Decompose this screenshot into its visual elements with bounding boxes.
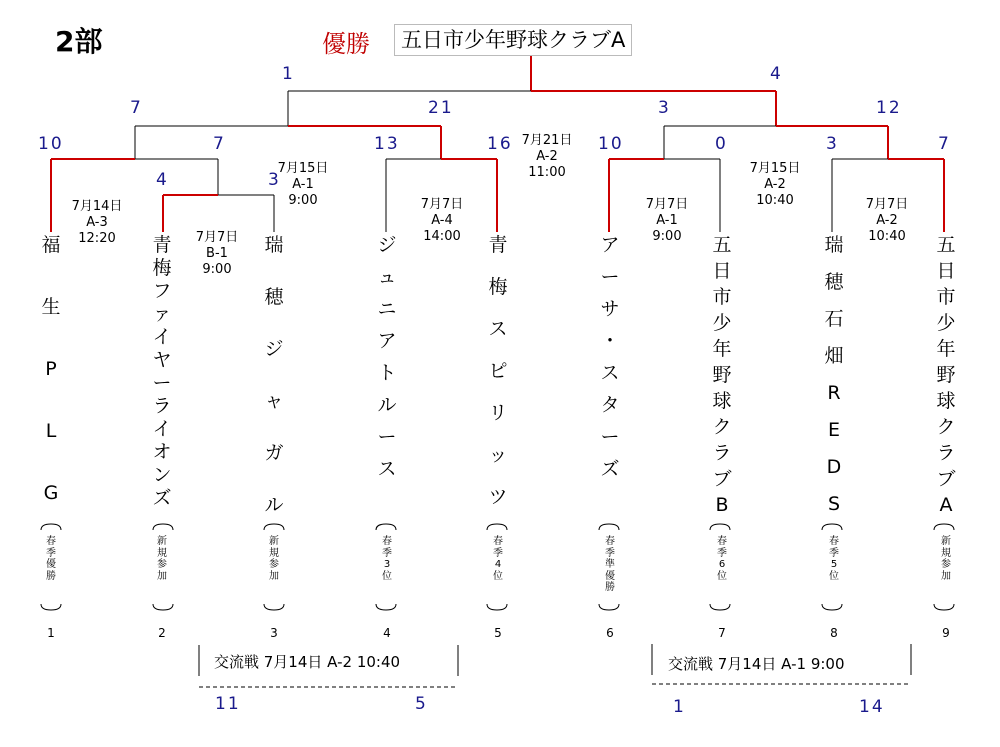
score-g2-right: 7	[213, 134, 226, 154]
note-bracket-bottom-5	[487, 604, 507, 610]
note-bracket-bottom-6	[599, 604, 619, 610]
friendly-match-1-score-left: 11	[215, 694, 241, 714]
note-bracket-bottom-8	[822, 604, 842, 610]
seed-number-8: 8	[830, 626, 838, 640]
score-semi1-left: 7	[130, 98, 143, 118]
note-bracket-top-3	[264, 524, 284, 530]
team-name-7: 五 日 市 少 年 野 球 ク ラ ブ B	[712, 234, 732, 516]
score-g1-left: 4	[156, 170, 169, 190]
seed-number-4: 4	[383, 626, 391, 640]
champion-label: 優勝	[322, 30, 370, 58]
team-note-2: 新 規 参 加	[157, 536, 167, 582]
note-bracket-bottom-4	[376, 604, 396, 610]
team-name-6: ア ー サ ・ ス タ ー ズ	[600, 234, 620, 480]
team-note-7: 春 季 6 位	[717, 536, 727, 582]
friendly-match-2-label: 交流戦 7月14日 A-1 9:00	[668, 655, 845, 673]
team-name-3: 瑞 穂 ジ ャ ガ ル	[264, 234, 284, 516]
score-g3-right: 16	[487, 134, 513, 154]
team-name-9: 五 日 市 少 年 野 球 ク ラ ブ A	[936, 234, 956, 516]
division-title: 2部	[55, 25, 103, 58]
game-info-semi2: 7月15日 A-2 10:40	[749, 161, 801, 208]
score-g1-right: 3	[268, 170, 281, 190]
note-bracket-top-2	[153, 524, 173, 530]
score-final-left: 1	[282, 64, 295, 84]
champion-team: 五日市少年野球クラブA	[394, 24, 632, 56]
friendly-match-2-score-right: 14	[859, 697, 885, 717]
note-bracket-top-7	[710, 524, 730, 530]
note-bracket-top-9	[934, 524, 954, 530]
note-bracket-top-6	[599, 524, 619, 530]
seed-number-1: 1	[47, 626, 55, 640]
team-note-9: 新 規 参 加	[941, 536, 951, 582]
note-bracket-bottom-1	[41, 604, 61, 610]
team-note-6: 春 季 準 優 勝	[605, 536, 615, 593]
note-bracket-top-1	[41, 524, 61, 530]
score-g6-right: 7	[938, 134, 951, 154]
team-note-1: 春 季 優 勝	[46, 536, 56, 582]
game-info-g5: 7月7日 A-1 9:00	[645, 197, 689, 244]
game-info-g1: 7月7日 B-1 9:00	[195, 230, 239, 277]
score-semi2-right: 12	[876, 98, 902, 118]
score-semi2-left: 3	[658, 98, 671, 118]
note-bracket-top-8	[822, 524, 842, 530]
score-semi1-right: 21	[428, 98, 454, 118]
game-info-g2: 7月14日 A-3 12:20	[71, 199, 123, 246]
score-g2-left: 10	[38, 134, 64, 154]
seed-number-9: 9	[942, 626, 950, 640]
team-name-5: 青 梅 ス ピ リ ッ ツ	[488, 234, 508, 508]
seed-number-6: 6	[606, 626, 614, 640]
team-note-5: 春 季 4 位	[493, 536, 503, 582]
seed-number-7: 7	[718, 626, 726, 640]
team-name-1: 福 生 P L G	[41, 234, 61, 504]
game-info-g6: 7月7日 A-2 10:40	[865, 197, 909, 244]
game-info-g3: 7月7日 A-4 14:00	[420, 197, 464, 244]
note-bracket-top-4	[376, 524, 396, 530]
game-info-semi1: 7月15日 A-1 9:00	[277, 161, 329, 208]
score-final-right: 4	[770, 64, 783, 84]
team-note-4: 春 季 3 位	[382, 536, 392, 582]
friendly-match-1-score-right: 5	[415, 694, 428, 714]
seed-number-5: 5	[494, 626, 502, 640]
team-name-8: 瑞 穂 石 畑 R E D S	[824, 234, 844, 515]
note-bracket-bottom-9	[934, 604, 954, 610]
note-bracket-bottom-3	[264, 604, 284, 610]
score-g3-left: 13	[374, 134, 400, 154]
team-note-3: 新 規 参 加	[269, 536, 279, 582]
team-note-8: 春 季 5 位	[829, 536, 839, 582]
seed-number-3: 3	[270, 626, 278, 640]
score-g5-right: 0	[715, 134, 728, 154]
game-info-final: 7月21日 A-2 11:00	[521, 133, 573, 180]
friendly-match-2-score-left: 1	[673, 697, 686, 717]
friendly-match-1-label: 交流戦 7月14日 A-2 10:40	[214, 653, 401, 671]
team-name-4: ジ ュ ニ ア ト ル ー ス	[377, 234, 397, 480]
seed-number-2: 2	[158, 626, 166, 640]
team-name-2: 青 梅 フ ァ イ ヤ ー ラ イ オ ン ズ	[152, 234, 172, 509]
note-bracket-bottom-2	[153, 604, 173, 610]
note-bracket-bottom-7	[710, 604, 730, 610]
score-g6-left: 3	[826, 134, 839, 154]
note-bracket-top-5	[487, 524, 507, 530]
score-g5-left: 10	[598, 134, 624, 154]
